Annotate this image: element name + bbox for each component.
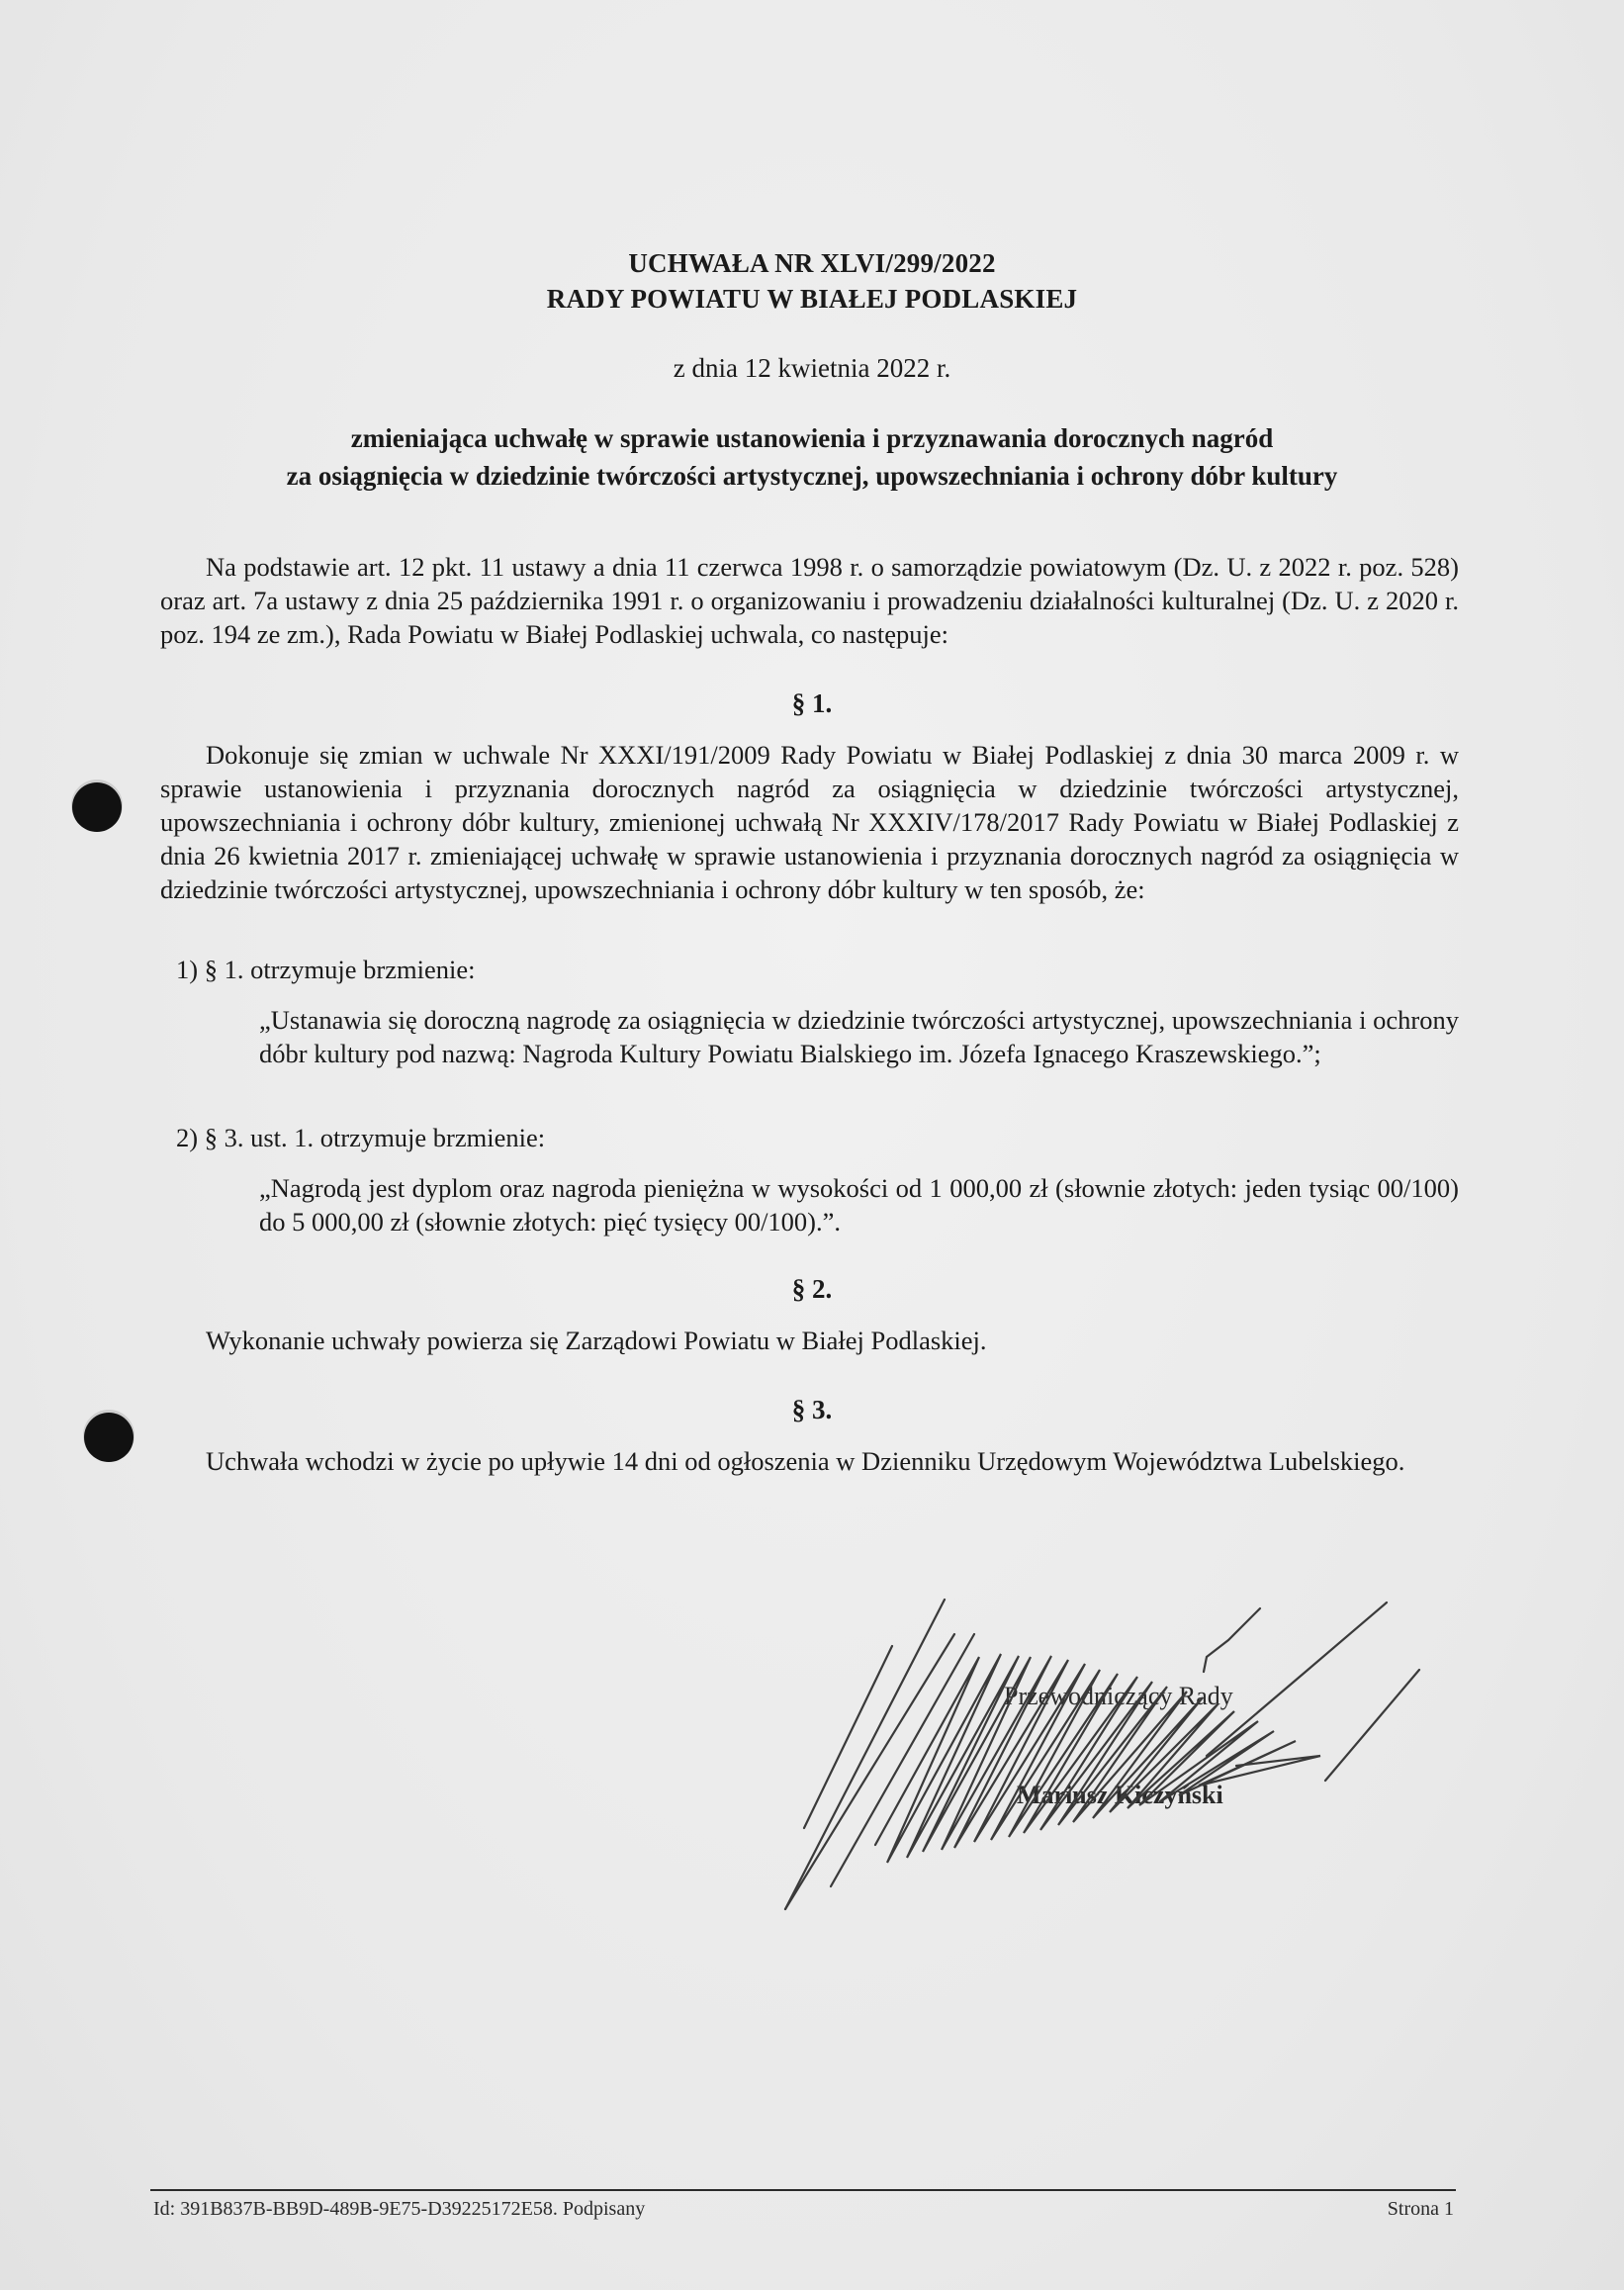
section-1-text: Dokonuje się zmian w uchwale Nr XXXI/191/2009 Rady Powiatu w Białej Podlaskiej z dnia 30 marca 2009 r. w sprawie ustanowienia i przyznania dorocznych nagród za osiągnięcia w dziedzinie twórczości artystycznej, upowszechniania i ochrony dóbr kultury, zmienionej uchwałą Nr XXXIV/178/2017 Rady Powiatu w Białej Podlaskiej z dnia 26 kwietnia 2017 r. zmieniającej uchwałę w sprawie ustanowienia i przyznania dorocznych nagród za osiągnięcia w dziedzinie twórczości artystycznej, upowszechniania i ochrony dóbr kultury w ten sposób, że:	[160, 740, 1459, 904]
section-2-paragraph	[160, 1324, 1459, 1357]
resolution-number: UCHWAŁA NR XLVI/299/2022	[628, 248, 996, 278]
section-3-paragraph	[160, 1444, 1459, 1478]
amendment-item-2-quote: „Nagrodą jest dyplom oraz nagroda pieniężna w wysokości od 1 000,00 zł (słownie złotych: jeden tysiąc 00/100) do 5 000,00 zł (słownie złotych: pięć tysięcy 00/100).”.	[259, 1173, 1459, 1237]
section-1-paragraph	[160, 738, 1459, 906]
legal-basis-text: Na podstawie art. 12 pkt. 11 ustawy a dnia 11 czerwca 1998 r. o samorządzie powiatowym (Dz. U. z 2022 r. poz. 528) oraz art. 7a ustawy z dnia 25 października 1991 r. o organizowaniu i prowadzeniu działalności kulturalnej (Dz. U. z 2020 r. poz. 194 ze zm.), Rada Powiatu w Białej Podlaskiej uchwala, co następuje:	[160, 552, 1459, 649]
signature-block	[771, 1583, 1464, 1939]
section-3-heading: § 3.	[791, 1395, 833, 1424]
section-3-text: Uchwała wchodzi w życie po upływie 14 dni od ogłoszenia w Dzienniku Urzędowym Województwa Lubelskiego.	[206, 1446, 1405, 1476]
amendment-item-1-label: 1) § 1. otrzymuje brzmienie:	[176, 955, 476, 984]
amendment-item-2-label: 2) § 3. ust. 1. otrzymuje brzmienie:	[176, 1123, 546, 1152]
amendment-item-1-quote: „Ustanawia się doroczną nagrodę za osiągnięcia w dziedzinie twórczości artystycznej, upowszechniania i ochrony dóbr kultury pod nazwą: Nagroda Kultury Powiatu Bialskiego im. Józefa Ignacego Kraszewskiego.”;	[259, 1005, 1459, 1068]
signatory-name: Mariusz Kiczyński	[1017, 1781, 1223, 1809]
section-1-heading: § 1.	[791, 688, 833, 718]
punch-hole	[72, 782, 122, 832]
subject-line-2: za osiągnięcia w dziedzinie twórczości artystycznej, upowszechniania i ochrony dóbr kultury	[286, 461, 1338, 491]
resolution-date: z dnia 12 kwietnia 2022 r.	[673, 353, 951, 383]
subject-line-1: zmieniająca uchwałę w sprawie ustanowienia i przyznawania dorocznych nagród	[350, 423, 1274, 453]
section-2-text: Wykonanie uchwały powierza się Zarządowi Powiatu w Białej Podlaskiej.	[206, 1326, 987, 1355]
resolution-subject	[0, 419, 1624, 495]
signatory-role: Przewodniczący Rady	[1004, 1682, 1233, 1710]
page-number: Strona 1	[1387, 2198, 1454, 2220]
section-2-heading: § 2.	[791, 1274, 833, 1304]
issuing-body: RADY POWIATU W BIAŁEJ PODLASKIEJ	[546, 284, 1078, 314]
document-id: Id: 391B837B-BB9D-489B-9E75-D39225172E58. Podpisany	[153, 2198, 646, 2220]
footer-divider	[150, 2189, 1456, 2191]
handwritten-signature-icon	[771, 1583, 1464, 1939]
legal-basis-paragraph	[160, 550, 1459, 651]
